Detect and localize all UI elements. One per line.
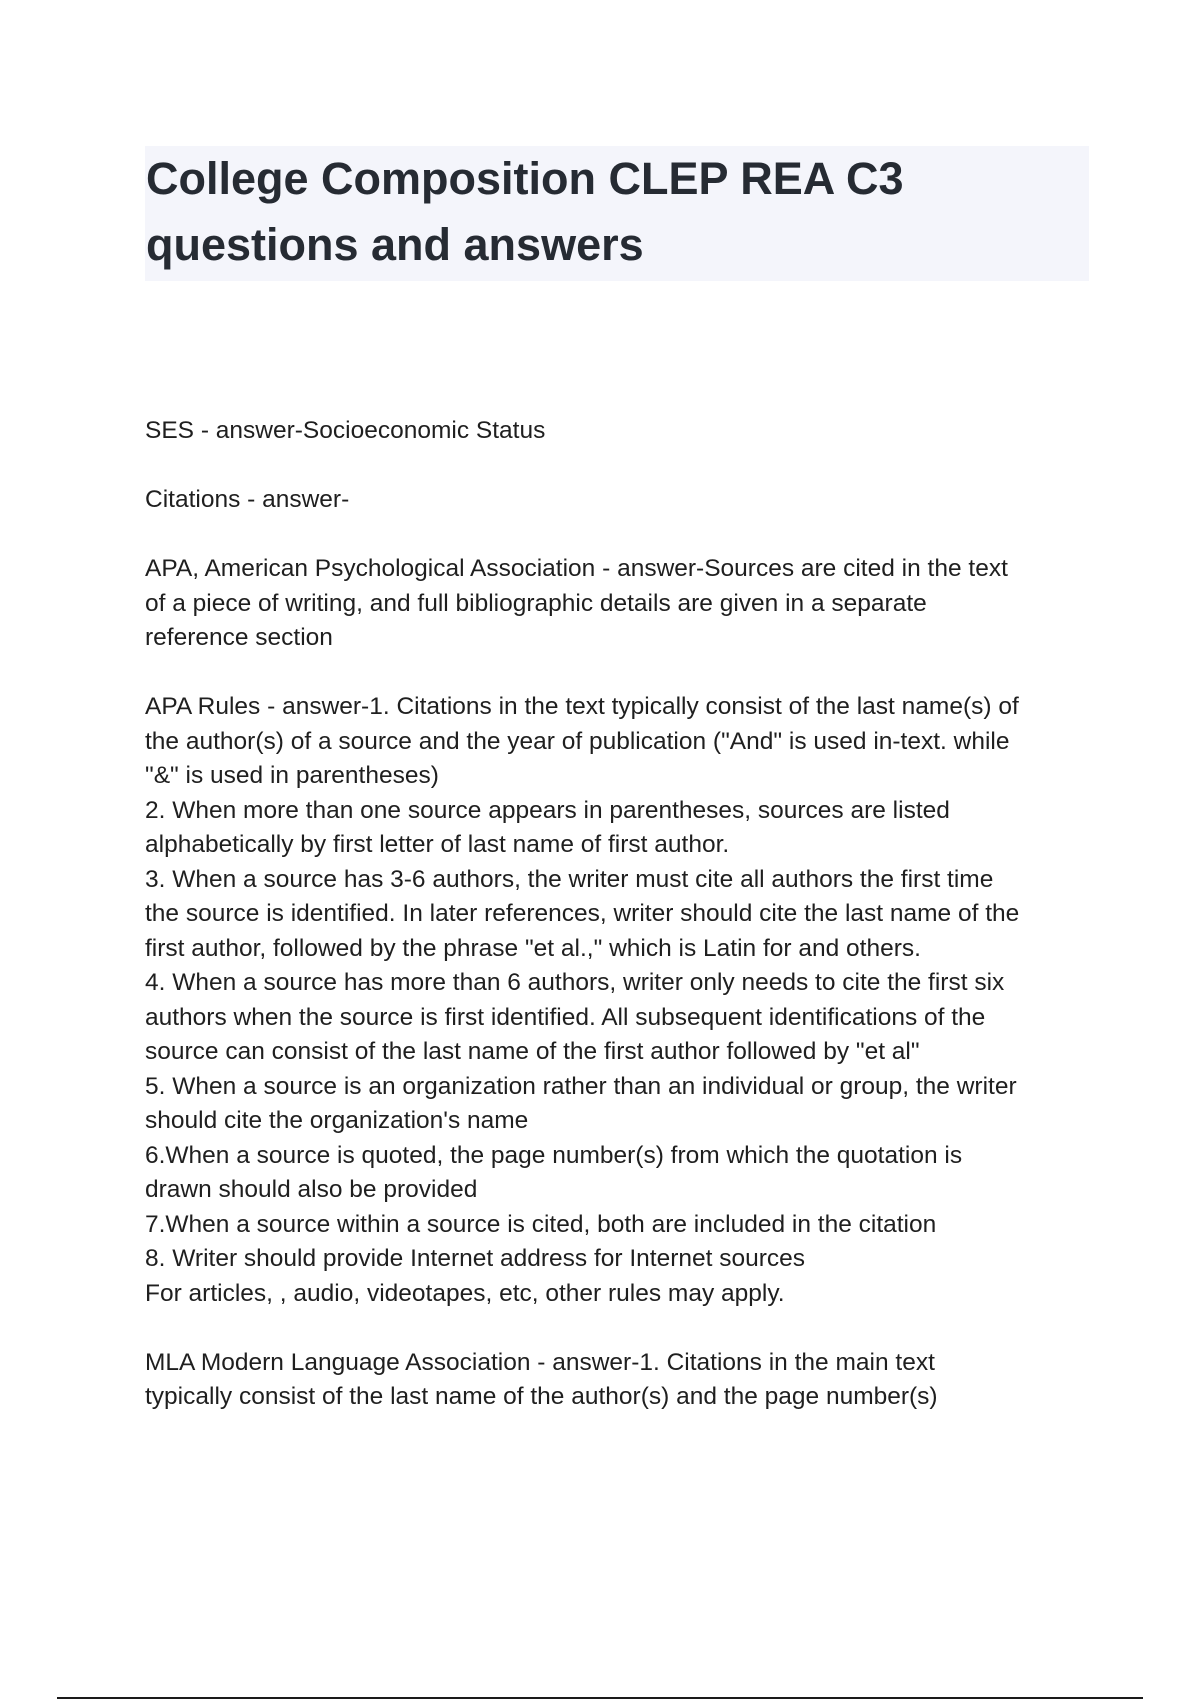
entry-apa-rules	[145, 690, 1090, 1311]
entry-line: drawn should also be provided	[145, 1176, 478, 1203]
entry-line: 4. When a source has more than 6 authors, writer only needs to cite the first six	[145, 969, 1005, 996]
entry-line: the author(s) of a source and the year of publication ("And" is used in-text. while	[145, 727, 1010, 755]
entry-line: alphabetically by first letter of last name of first author.	[145, 831, 730, 858]
entry-line: 3. When a source has 3-6 authors, the writer must cite all authors the first time	[145, 865, 994, 893]
entry-line: reference section	[145, 624, 333, 651]
entry-line: 6.When a source is quoted, the page number(s) from which the quotation is	[145, 1141, 963, 1169]
entry-line: 5. When a source is an organization rather than an individual or group, the writer	[145, 1072, 1017, 1100]
entry-line: For articles, , audio, videotapes, etc, other rules may apply.	[145, 1279, 785, 1307]
entry-line: typically consist of the last name of the author(s) and the page number(s)	[145, 1383, 938, 1410]
entry-line: SES - answer-Socioeconomic Status	[145, 417, 546, 444]
entry-line: 8. Writer should provide Internet address for Internet sources	[145, 1245, 806, 1272]
document-content	[145, 414, 1090, 1449]
title-block	[145, 146, 1089, 281]
entry-line: Citations - answer-	[145, 486, 350, 513]
title-line-1: College Composition CLEP REA C3	[146, 153, 904, 204]
entry-line: source can consist of the last name of the first author followed by "et al"	[145, 1038, 920, 1065]
entry-line: "&" is used in parentheses)	[145, 762, 439, 789]
entry-line: APA, American Psychological Association - answer-Sources are cited in the text	[145, 555, 1008, 582]
entry-line: 7.When a source within a source is cited, both are included in the citation	[145, 1210, 937, 1238]
entry-apa	[145, 552, 1090, 656]
title-line-2: questions and answers	[146, 219, 644, 270]
entry-line: MLA Modern Language Association - answer-1. Citations in the main text	[145, 1348, 935, 1376]
entry-mla	[145, 1346, 1090, 1415]
entry-citations	[145, 483, 1090, 518]
entry-ses	[145, 414, 1090, 449]
footer-divider	[57, 1697, 1143, 1699]
entry-line: 2. When more than one source appears in parentheses, sources are listed	[145, 796, 950, 824]
entry-line: authors when the source is first identified. All subsequent identifications of the	[145, 1003, 986, 1031]
document-title	[146, 146, 1089, 278]
entry-line: should cite the organization's name	[145, 1107, 529, 1134]
entry-line: the source is identified. In later references, writer should cite the last name of the	[145, 900, 1020, 927]
entry-line: of a piece of writing, and full bibliographic details are given in a separate	[145, 589, 927, 617]
entry-line: first author, followed by the phrase "et al.," which is Latin for and others.	[145, 934, 921, 962]
entry-line: APA Rules - answer-1. Citations in the text typically consist of the last name(s) of	[145, 693, 1019, 720]
